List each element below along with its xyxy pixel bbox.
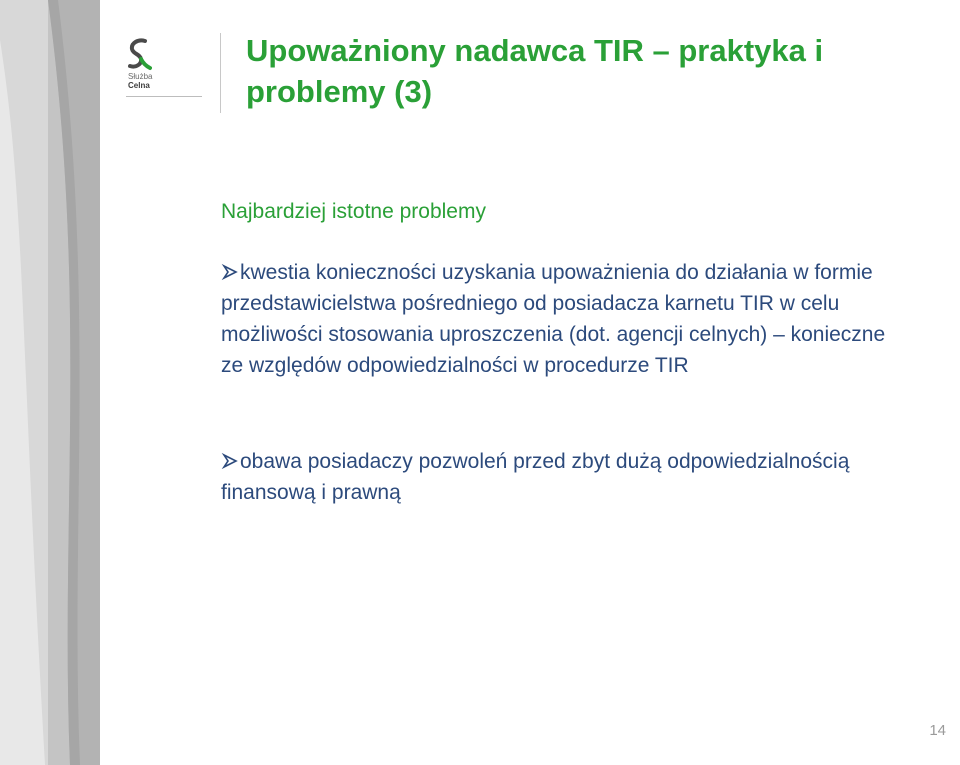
logo-wordmark (128, 72, 152, 90)
sluzba-celna-logo (126, 38, 206, 98)
bullet-text: obawa posiadaczy pozwoleń przed zbyt dużą odpowiedzialnością finansową i prawną (221, 450, 850, 504)
logo-line-1: Służba (128, 72, 153, 81)
bullet-text: kwestia konieczności uzyskania upoważnienia do działania w formie przedstawicielstwa pośredniego od posiadacza karnetu TIR w celu możliwości stosowania uproszczenia (dot. agencji celnych) – konieczne ze względów odpowiedzialności w procedurze TIR (221, 261, 886, 377)
page-number: 14 (929, 722, 946, 739)
arrow-right-outline-icon (221, 452, 240, 470)
decorative-side-band (0, 0, 100, 765)
bullet-item (221, 257, 901, 381)
header-divider (220, 33, 221, 113)
arrow-right-outline-icon (221, 263, 240, 281)
section-heading: Najbardziej istotne problemy (221, 200, 486, 223)
sluzba-celna-logo-icon (126, 38, 152, 72)
logo-underline (126, 96, 202, 97)
slide-title: Upoważniony nadawca TIR – praktyka i problemy (3) (246, 33, 824, 109)
bullet-item (221, 446, 901, 508)
logo-line-2: Celna (128, 81, 150, 90)
